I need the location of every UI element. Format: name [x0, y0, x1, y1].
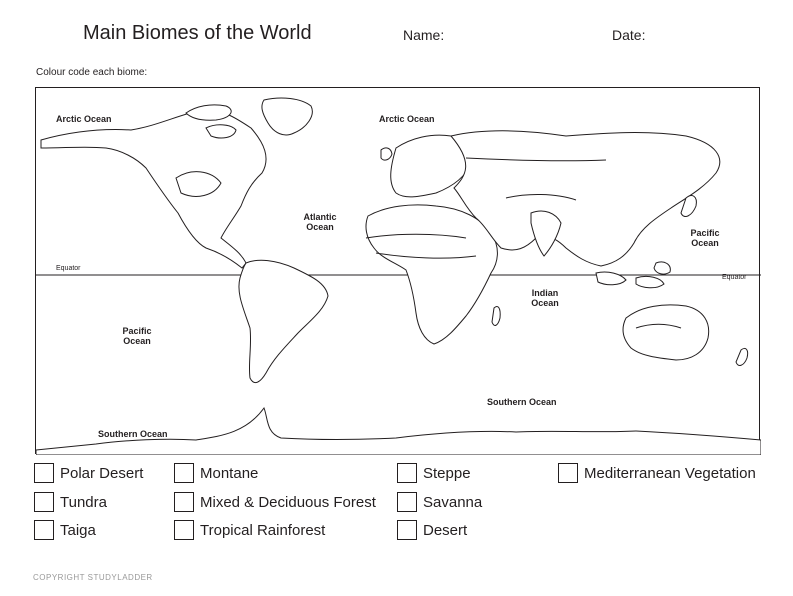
label-arctic-ocean-left: Arctic Ocean: [56, 114, 112, 124]
label-arctic-ocean-right: Arctic Ocean: [379, 114, 435, 124]
steppe-label: Steppe: [423, 464, 471, 482]
montane-label: Montane: [200, 464, 259, 482]
legend-savanna: [397, 492, 482, 512]
desert-label: Desert: [423, 521, 468, 539]
world-map: [35, 87, 760, 454]
montane-colour-box[interactable]: [174, 463, 194, 483]
label-pacific-ocean-right: Pacific Ocean: [690, 228, 720, 248]
date-label: Date:: [612, 27, 646, 43]
label-southern-ocean-left: Southern Ocean: [98, 429, 168, 439]
label-indian-ocean: Indian Ocean: [531, 288, 559, 308]
savanna-colour-box[interactable]: [397, 492, 417, 512]
rainforest-label: Tropical Rainforest: [200, 521, 326, 539]
steppe-colour-box[interactable]: [397, 463, 417, 483]
mediterranean-colour-box[interactable]: [558, 463, 578, 483]
page-title: Main Biomes of the World: [83, 22, 312, 44]
mediterranean-label: Mediterranean Vegetation: [584, 464, 756, 482]
tundra-label: Tundra: [60, 493, 107, 511]
savanna-label: Savanna: [423, 493, 483, 511]
label-equator-left: Equator: [56, 265, 81, 272]
legend-polar-desert: [34, 463, 143, 483]
label-southern-ocean-right: Southern Ocean: [487, 397, 557, 407]
legend-montane: [174, 463, 258, 483]
mixed-forest-colour-box[interactable]: [174, 492, 194, 512]
rainforest-colour-box[interactable]: [174, 520, 194, 540]
mixed-forest-label: Mixed & Deciduous Forest: [200, 493, 376, 511]
instruction-text: Colour code each biome:: [36, 67, 148, 78]
continent-australia: [623, 305, 709, 360]
legend-mixed-forest: [174, 492, 376, 512]
copyright-text: COPYRIGHT STUDYLADDER: [33, 573, 153, 582]
continent-greenland: [262, 98, 312, 135]
continent-africa: [366, 205, 497, 344]
legend-rainforest: [174, 520, 325, 540]
legend-mediterranean: [558, 463, 756, 483]
taiga-colour-box[interactable]: [34, 520, 54, 540]
name-label: Name:: [403, 27, 445, 43]
label-equator-right: Equator: [722, 274, 747, 281]
legend-taiga: [34, 520, 96, 540]
label-atlantic-ocean: Atlantic Ocean: [303, 212, 337, 232]
desert-colour-box[interactable]: [397, 520, 417, 540]
world-map-outline: [36, 88, 761, 455]
legend-tundra: [34, 492, 107, 512]
continent-south-america: [239, 260, 328, 382]
tundra-colour-box[interactable]: [34, 492, 54, 512]
polar-desert-colour-box[interactable]: [34, 463, 54, 483]
taiga-label: Taiga: [60, 521, 96, 539]
polar-desert-label: Polar Desert: [60, 464, 144, 482]
label-pacific-ocean-left: Pacific Ocean: [122, 326, 152, 346]
legend-desert: [397, 520, 467, 540]
legend-steppe: [397, 463, 471, 483]
